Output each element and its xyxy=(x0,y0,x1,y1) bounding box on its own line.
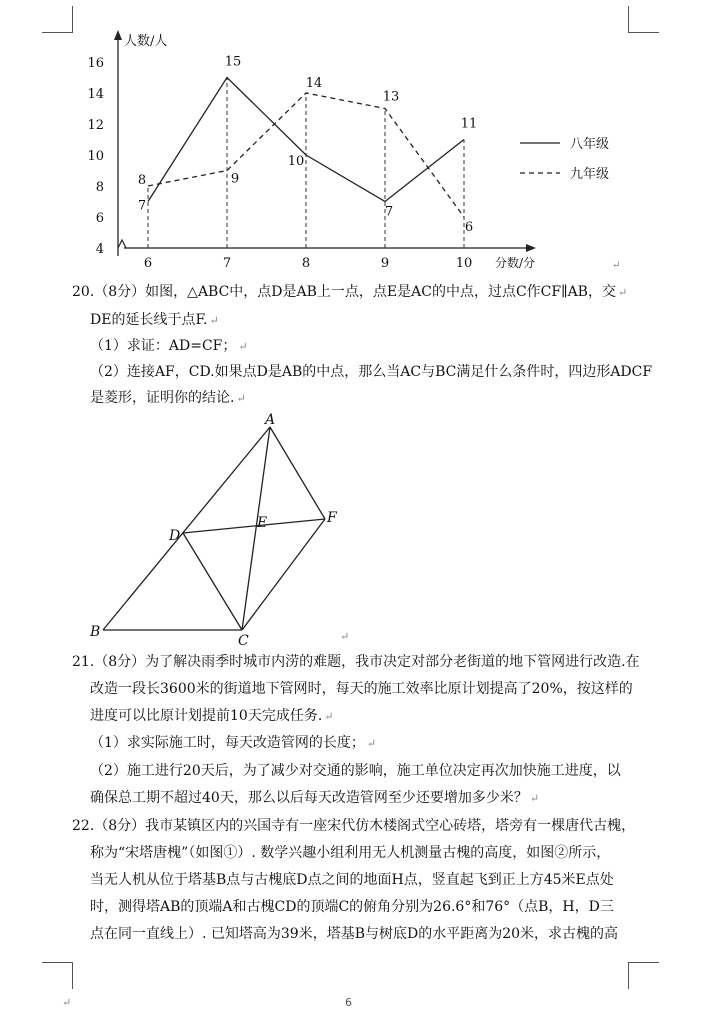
q20-text-2: DE的延长线于点F. xyxy=(90,312,208,328)
q21-line4 xyxy=(90,734,376,753)
q21-text-4: （1）求实际施工时，每天改造管网的长度； xyxy=(90,735,365,751)
label-A: A xyxy=(265,412,276,428)
segment-AB xyxy=(103,427,270,630)
q21-line6 xyxy=(90,789,539,808)
segment-DF xyxy=(183,519,325,533)
return-mark-icon: ↵ xyxy=(617,286,628,299)
q20-line1 xyxy=(72,283,627,302)
x-tick-label: 9 xyxy=(380,256,390,271)
x-tick-label: 6 xyxy=(143,256,153,271)
q20-line3 xyxy=(90,337,248,356)
q21-text-1: 21.（8分）为了解决雨季时城市内涝的难题，我市决定对部分老街道的地下管网进行改造.在 xyxy=(72,654,640,670)
crop-mark-bottom-right xyxy=(628,962,659,989)
y-tick-label: 14 xyxy=(87,87,104,102)
q21-line5 xyxy=(90,762,621,780)
return-mark-icon: ↵ xyxy=(612,260,621,271)
data-label: 8 xyxy=(137,173,147,188)
page-number: 6 xyxy=(345,996,352,1009)
data-label: 13 xyxy=(382,89,400,105)
return-mark-icon: ↵ xyxy=(529,792,540,805)
segment-DC xyxy=(183,533,242,630)
return-mark-icon: ↵ xyxy=(324,710,334,723)
y-tick-label: 6 xyxy=(95,211,104,226)
q22-line4 xyxy=(90,898,614,916)
q21-line2 xyxy=(90,680,633,698)
return-mark-icon: ↵ xyxy=(62,996,72,1009)
data-label: 14 xyxy=(305,76,323,91)
q21-text-2: 改造一段长3600米的街道地下管网时，每天的施工效率比原计划提高了20%，按这样的 xyxy=(90,681,633,697)
axis-break xyxy=(118,240,126,248)
data-label: 7 xyxy=(384,204,394,220)
line-chart xyxy=(0,0,703,280)
q22-text-5: 点在同一直线上）. 已知塔高为39米，塔基B与树底D的水平距离为20米，求古槐的高 xyxy=(90,926,619,942)
q21-text-6: 确保总工期不超过40天，那么以后每天改造管网至少还要增加多少米？ xyxy=(90,790,528,806)
q21-text-3: 进度可以比原计划提前10天完成任务. xyxy=(90,708,323,724)
label-F: F xyxy=(327,510,337,526)
y-tick-label: 8 xyxy=(95,180,104,195)
q20-text-5: 是菱形，证明你的结论. xyxy=(90,390,235,406)
q20-line4 xyxy=(90,363,652,381)
segment-AC xyxy=(242,427,270,630)
q21-line3 xyxy=(90,707,333,726)
q22-line2 xyxy=(90,844,610,862)
y-tick-label: 16 xyxy=(87,56,104,71)
data-label: 10 xyxy=(287,154,305,169)
label-C: C xyxy=(238,633,249,649)
q20-line2 xyxy=(90,311,219,330)
label-D: D xyxy=(169,528,181,544)
y-tick-label: 4 xyxy=(95,242,104,257)
q22-line1 xyxy=(72,817,635,835)
q22-text-4: 时，测得塔AB的顶端A和古槐CD的顶端C的俯角分别为26.6°和76°（点B，H，D三 xyxy=(90,899,614,915)
segment-CF xyxy=(242,519,325,630)
data-label: 15 xyxy=(224,54,242,70)
data-label: 9 xyxy=(230,171,240,187)
legend-label-2: 九年级 xyxy=(570,167,610,182)
x-tick-label: 10 xyxy=(455,256,473,271)
label-B: B xyxy=(90,624,101,640)
y-tick-label: 10 xyxy=(87,149,104,164)
q20-text-4: （2）连接AF，CD.如果点D是AB的中点，那么当AC与BC满足什么条件时，四边形ADCF xyxy=(90,364,653,380)
x-tick-label: 8 xyxy=(301,256,311,271)
return-mark-icon: ↵ xyxy=(366,737,377,750)
return-mark-icon: ↵ xyxy=(236,392,246,405)
q21-line1 xyxy=(72,653,640,671)
return-mark-icon: ↵ xyxy=(340,630,350,643)
q22-text-1: 22.（8分）我市某镇区内的兴国寺有一座宋代仿木楼阁式空心砖塔，塔旁有一棵唐代古槐， xyxy=(72,818,636,834)
crop-mark-bottom-left xyxy=(42,962,73,989)
return-mark-icon: ↵ xyxy=(209,314,219,327)
data-label: 6 xyxy=(464,220,474,235)
y-tick-label: 12 xyxy=(87,118,104,133)
q20-text-3: （1）求证：AD=CF； xyxy=(90,338,237,354)
q20-text-1: 20.（8分）如图，△ABC中，点D是AB上一点，点E是AC的中点，过点C作CF∥AB，交 xyxy=(72,284,616,300)
q20-line5 xyxy=(90,389,246,408)
return-mark-icon: ↵ xyxy=(238,340,248,353)
q21-text-5: （2）施工进行20天后，为了减少对交通的影响，施工单位决定再次加快施工进度，以 xyxy=(90,763,621,779)
data-label: 7 xyxy=(137,198,147,214)
x-axis-label: 分数/分 xyxy=(495,256,536,270)
q22-line3 xyxy=(90,871,614,889)
label-E: E xyxy=(257,515,268,531)
x-axis-arrow xyxy=(526,244,536,252)
segment-AF xyxy=(270,427,325,519)
q22-line5 xyxy=(90,925,618,943)
legend-label-1: 八年级 xyxy=(570,137,610,152)
x-tick-label: 7 xyxy=(222,256,232,271)
q22-text-2: 称为“宋塔唐槐”（如图①）. 数学兴趣小组利用无人机测量古槐的高度，如图②所示， xyxy=(90,845,611,861)
q22-text-3: 当无人机从位于塔基B点与古槐底D点之间的地面H点，竖直起飞到正上方45米E点处 xyxy=(90,872,614,888)
y-axis-arrow xyxy=(114,30,122,40)
y-axis-label: 人数/人 xyxy=(124,34,168,49)
data-label: 11 xyxy=(460,116,478,132)
